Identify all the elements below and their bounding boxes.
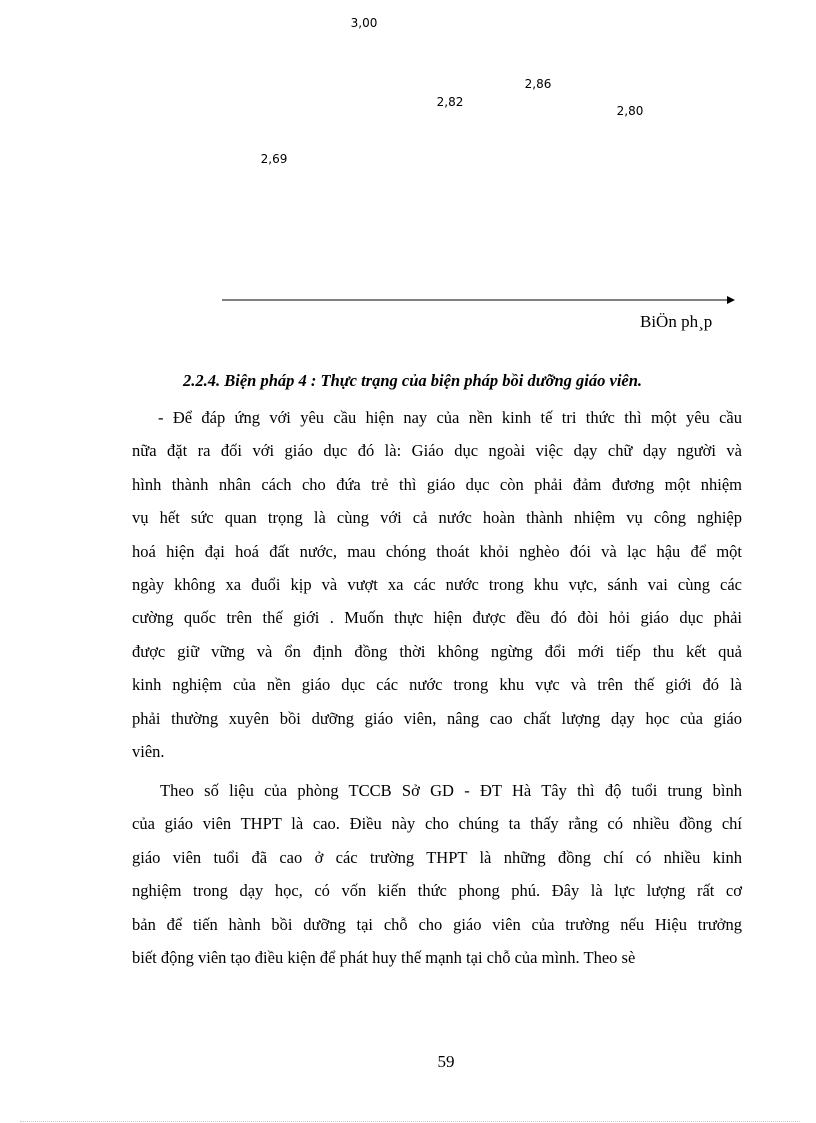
text-line: của giáo viên THPT là cao. Điều này cho chúng ta thấy rằng có nhiều đồng chí xyxy=(132,814,742,834)
data-label: 3,00 xyxy=(350,16,378,30)
text-line: Theo số liệu của phòng TCCB Sở GD - ĐT Hà Tây thì độ tuổi trung bình xyxy=(160,781,742,800)
text-line: nghiệm trong dạy học, có vốn kiến thức phong phú. Đây là lực lượng rất cơ xyxy=(132,881,742,901)
text-line: nữa đặt ra đối với giáo dục đó là: Giáo dục ngoài việc dạy chữ dạy người và xyxy=(132,441,742,461)
data-label: 2,82 xyxy=(436,94,464,109)
x-axis-arrow xyxy=(727,296,735,304)
chart-svg xyxy=(0,0,816,340)
x-axis-label: BiÖn ph¸p xyxy=(640,312,713,331)
text-line: bản để tiến hành bồi dưỡng tại chỗ cho giáo viên của trường nếu Hiệu trưởng xyxy=(132,914,742,934)
paragraph-1 xyxy=(132,401,742,768)
text-line: được giữ vững và ổn định đồng thời không ngừng đổi mới tiếp thu kết quả xyxy=(132,641,742,661)
text-line: ngày không xa đuổi kịp và vượt xa các nước trong khu vực, sánh vai cùng các xyxy=(132,574,742,594)
text-line: cường quốc trên thế giới . Muốn thực hiện được đều đó đòi hỏi giáo dục phải xyxy=(132,608,742,628)
text-line: biết động viên tạo điều kiện để phát huy thế mạnh tại chỗ của mình. Theo sè xyxy=(132,947,636,967)
text-line: vụ hết sức quan trọng là cùng với cả nước hoàn thành nhiệm vụ công nghiệp xyxy=(132,508,742,528)
data-label: 2,86 xyxy=(524,77,552,92)
chart xyxy=(0,0,816,340)
text-line: phải thường xuyên bồi dưỡng giáo viên, nâng cao chất lượng dạy học của giáo xyxy=(132,708,742,728)
page-number: 59 xyxy=(437,1052,455,1071)
footer-divider xyxy=(20,1121,800,1122)
text-line: kinh nghiệm của nền giáo dục các nước trong khu vực và trên thế giới đó là xyxy=(132,675,742,695)
text-line: hoá hiện đại hoá đất nước, mau chóng thoát khỏi nghèo đói và lạc hậu để một xyxy=(132,541,742,561)
text-line: giáo viên tuổi đã cao ở các trường THPT là những đồng chí có nhiều kinh xyxy=(132,847,742,867)
paragraph-2 xyxy=(132,774,742,974)
data-label: 2,80 xyxy=(616,103,644,118)
text-line: hình thành nhân cách cho đứa trẻ thì giáo dục còn phải đảm đương một nhiệm xyxy=(132,474,742,494)
data-label: 2,69 xyxy=(260,152,288,166)
section-heading: 2.2.4. Biện pháp 4 : Thực trạng của biện pháp bồi dưỡng giáo viên. xyxy=(183,371,643,390)
text-line: - Để đáp ứng với yêu cầu hiện nay của nền kinh tế tri thức thì một yêu cầu xyxy=(158,408,742,427)
text-line: viên. xyxy=(132,741,165,761)
